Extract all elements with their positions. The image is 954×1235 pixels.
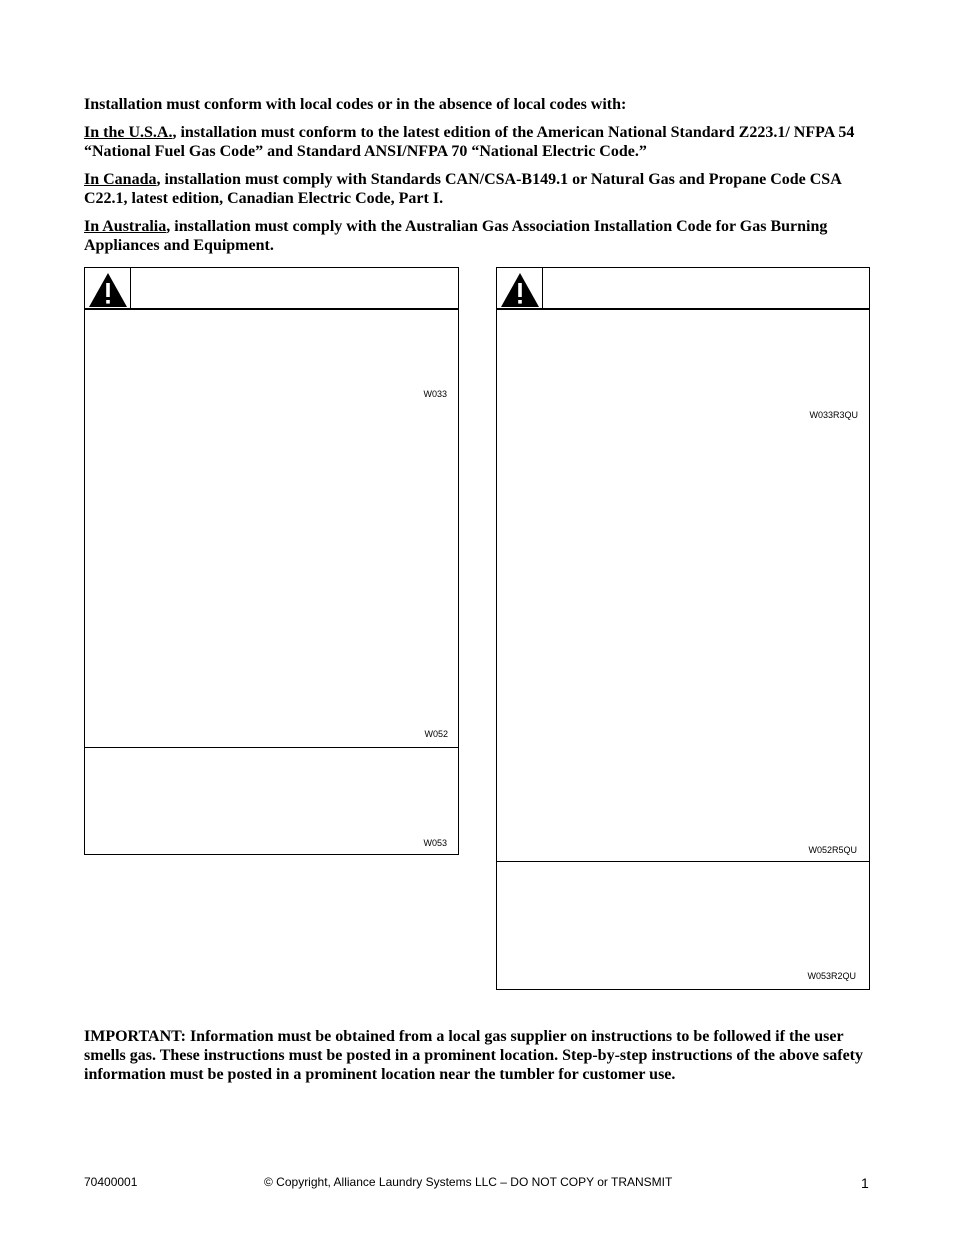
left-code-w052: W052: [424, 729, 448, 739]
right-code-w053r2qu: W053R2QU: [807, 971, 856, 981]
left-code-w053: W053: [423, 838, 447, 848]
warning-triangle-icon: [88, 272, 128, 308]
important-paragraph: IMPORTANT: Information must be obtained from a local gas supplier on instructions to be followed if the user smells gas. These instructions must be posted in a prominent location. Step-by-step instructions of the above safety information must be posted in a prominent location near the tumbler for customer use.: [84, 1028, 863, 1083]
canada-label: In Canada: [84, 171, 157, 188]
left-divider: [85, 747, 458, 748]
warning-triangle-icon: [500, 272, 540, 308]
intro-paragraph-australia: [84, 217, 874, 255]
footer-doc-number: 70400001: [84, 1175, 138, 1189]
left-warning-header: [85, 268, 458, 310]
australia-label: In Australia: [84, 218, 167, 235]
right-code-w052r5qu: W052R5QU: [808, 845, 857, 855]
intro-paragraph-1: [84, 95, 874, 114]
right-divider: [497, 861, 869, 862]
intro-paragraph-usa: [84, 123, 874, 161]
intro-paragraph-canada: [84, 170, 874, 208]
right-warning-box: [496, 267, 870, 990]
right-icon-cell: [497, 268, 543, 308]
footer-copyright: © Copyright, Alliance Laundry Systems LLC – DO NOT COPY or TRANSMIT: [264, 1175, 673, 1189]
right-code-w033r3qu: W033R3QU: [809, 410, 858, 420]
left-code-w033: W033: [423, 389, 447, 399]
canada-text: , installation must comply with Standards CAN/CSA-B149.1 or Natural Gas and Propane Code CSA C22.1, latest edition, Canadian Electric Code, Part I.: [84, 171, 841, 207]
left-icon-cell: [85, 268, 131, 308]
footer-page-number: 1: [861, 1175, 869, 1191]
usa-text: , installation must conform to the latest edition of the American National Standard Z223.1/ NFPA 54 “National Fuel Gas Code” and Standard ANSI/NFPA 70 “National Electric Code.”: [84, 124, 855, 160]
usa-label: In the U.S.A.: [84, 124, 173, 141]
right-warning-header: [497, 268, 869, 310]
left-warning-box: [84, 267, 459, 855]
australia-text: , installation must comply with the Australian Gas Association Installation Code for Gas Burning Appliances and Equipment.: [84, 218, 828, 254]
intro-text: Installation must conform with local codes or in the absence of local codes with:: [84, 96, 627, 113]
